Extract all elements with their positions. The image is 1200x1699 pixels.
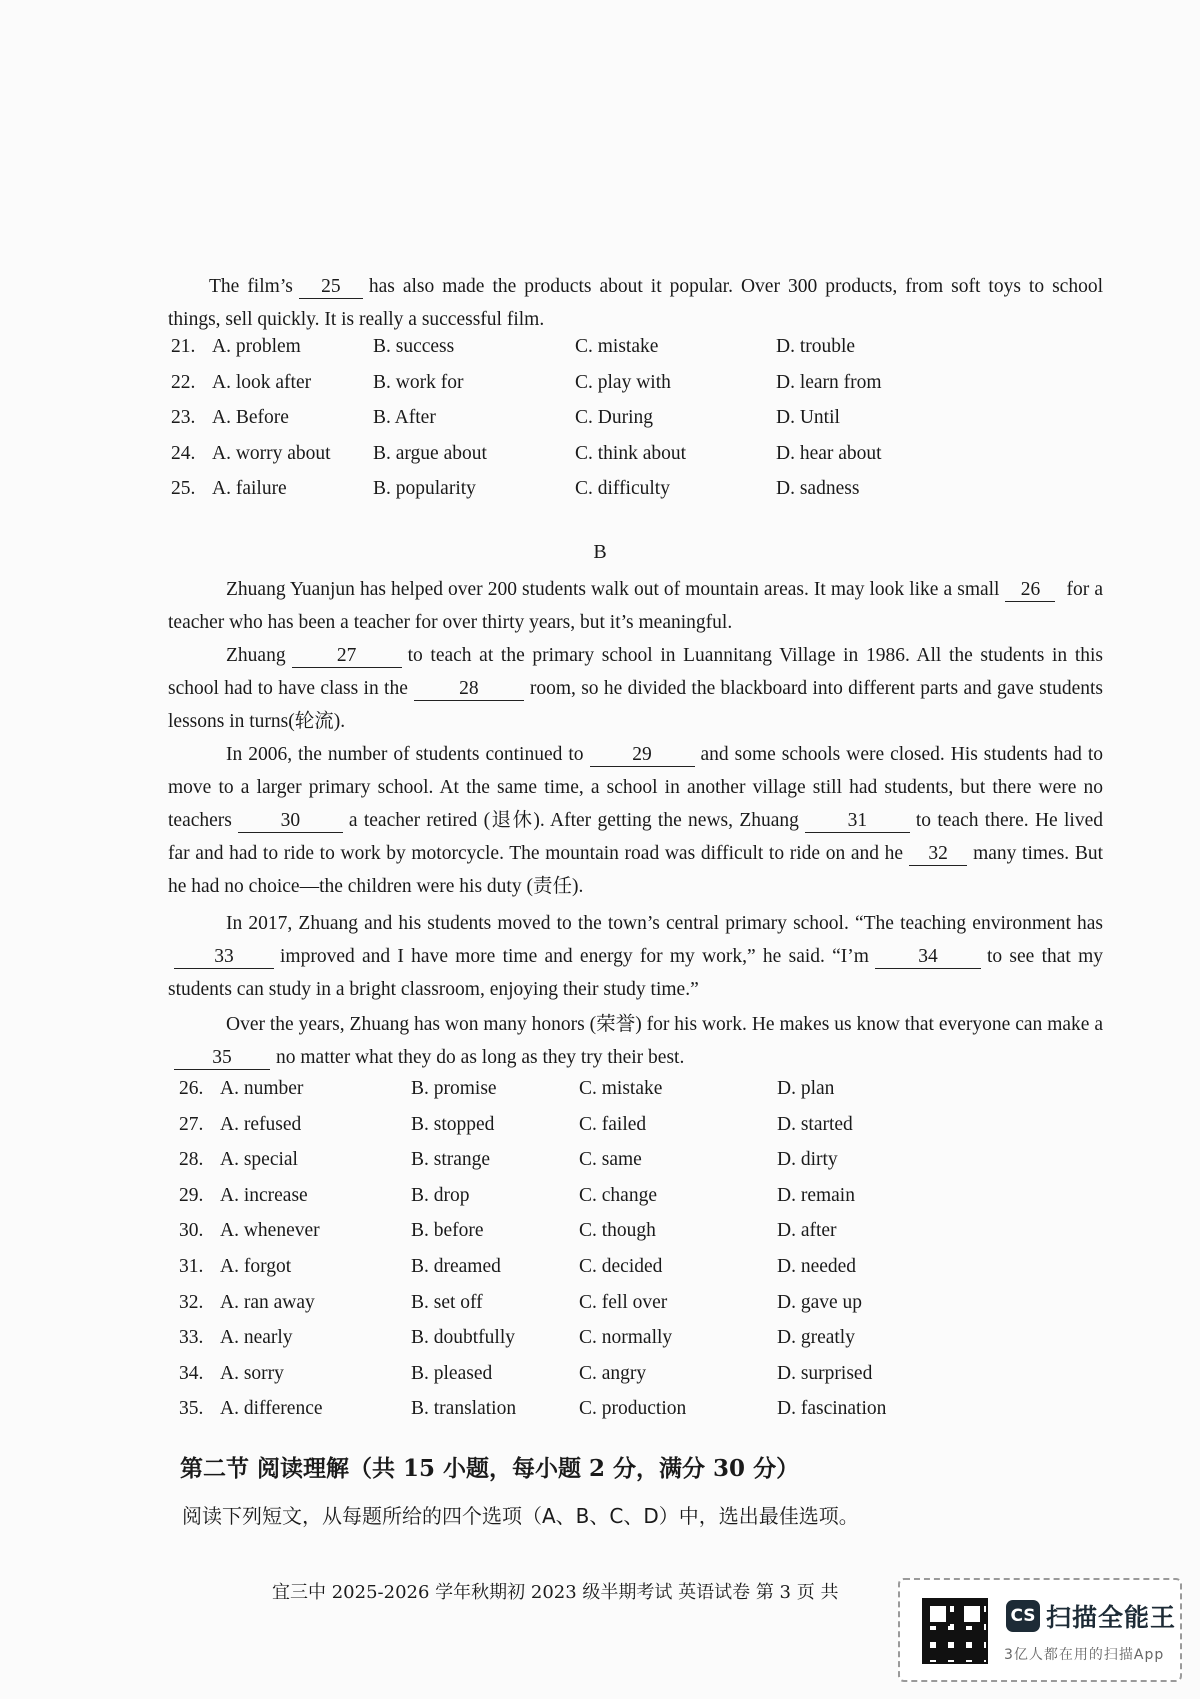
option-a: A. refused [220, 1113, 302, 1135]
blank-35: 35 [174, 1047, 270, 1070]
camscanner-logo-icon: CS [1006, 1600, 1040, 1632]
option-a: A. increase [220, 1184, 308, 1206]
option-row [168, 336, 1068, 372]
passage-text: to see that my students can study in a bright classroom, enjoying their study time.” [168, 946, 1103, 1000]
option-row [168, 1363, 1068, 1399]
option-d: D. needed [777, 1255, 857, 1277]
option-b: B. work for [373, 371, 464, 393]
option-c: C. change [579, 1184, 657, 1206]
passage-b-paragraph-4 [168, 907, 1103, 1006]
passage-a-ending [168, 270, 1103, 336]
option-b: B. drop [411, 1184, 470, 1206]
blank-28: 28 [414, 678, 524, 701]
passage-text: has also made the products about it popular. Over 300 products, from soft toys to school things, sell quickly. It is really a successful film. [168, 276, 1103, 330]
option-b: B. doubtfully [411, 1327, 516, 1349]
option-a: A. look after [212, 371, 312, 393]
passage-text: In 2006, the number of students continued to [226, 744, 584, 765]
question-number: 35. [179, 1398, 204, 1420]
question-number: 25. [171, 478, 196, 500]
option-c: C. decided [579, 1255, 663, 1277]
option-row [168, 1114, 1068, 1150]
question-number: 24. [171, 442, 196, 464]
passage-text: for a teacher who has been a teacher for over thirty years, but it’s meaningful. [168, 579, 1103, 633]
option-c: C. though [579, 1220, 656, 1242]
passage-text: many times. But he had no choice—the children were his duty (责任). [168, 843, 1103, 897]
question-number: 23. [171, 407, 196, 429]
option-a: A. special [220, 1149, 298, 1171]
option-b: B. strange [411, 1149, 491, 1171]
passage-b-paragraph-5 [168, 1008, 1103, 1074]
option-d: D. hear about [776, 442, 882, 464]
options-26-35 [168, 1078, 1068, 1434]
option-c: C. mistake [575, 336, 659, 357]
option-c: C. think about [575, 442, 687, 464]
option-d: D. plan [777, 1078, 835, 1099]
question-number: 26. [179, 1078, 204, 1099]
option-c: C. play with [575, 371, 671, 393]
passage-text: to teach there. He lived far and had to ride to work by motorcycle. The mountain road was difficult to ride on and he [168, 810, 1103, 864]
blank-29: 29 [590, 744, 695, 767]
option-row [168, 443, 1068, 479]
passage-b-paragraph-2 [168, 639, 1103, 738]
option-row [168, 1292, 1068, 1328]
blank-27: 27 [292, 645, 402, 668]
option-d: D. Until [776, 407, 840, 429]
blank-30: 30 [238, 810, 343, 833]
question-number: 30. [179, 1220, 204, 1242]
qr-code-icon [922, 1598, 988, 1664]
passage-text: no matter what they do as long as they try their best. [276, 1047, 685, 1068]
option-b: B. dreamed [411, 1255, 501, 1277]
option-row [168, 407, 1068, 443]
option-b: B. pleased [411, 1362, 493, 1384]
section-2-instruction: 阅读下列短文，从每题所给的四个选项（A、B、C、D）中，选出最佳选项。 [182, 1504, 859, 1528]
passage-text: to teach at the primary school in Luannitang Village in 1986. All the students in this school had to have class in the [168, 645, 1103, 699]
option-d: D. remain [777, 1184, 855, 1206]
option-a: A. whenever [220, 1220, 320, 1242]
option-row [168, 1398, 1068, 1434]
option-c: C. same [579, 1149, 642, 1171]
question-number: 29. [179, 1184, 204, 1206]
option-c: C. failed [579, 1113, 647, 1135]
option-b: B. promise [411, 1078, 497, 1099]
passage-text: and some schools were closed. His students had to move to a larger primary school. At the same time, a school in another village still had students, but there were no teachers [168, 744, 1103, 831]
passage-text: Zhuang [226, 645, 286, 666]
passage-text: The film’s [209, 276, 293, 297]
option-row [168, 1220, 1068, 1256]
option-row [168, 478, 1068, 514]
option-c: C. angry [579, 1362, 647, 1384]
section-2-heading: 第二节 阅读理解（共 15 小题，每小题 2 分，满分 30 分） [180, 1455, 800, 1482]
option-a: A. worry about [212, 442, 331, 464]
blank-31: 31 [805, 810, 910, 833]
scanner-watermark-badge [898, 1578, 1182, 1682]
section-b-label: B [593, 541, 607, 563]
option-b: B. argue about [373, 442, 487, 464]
option-d: D. fascination [777, 1398, 887, 1420]
question-number: 34. [179, 1362, 204, 1384]
option-row [168, 1185, 1068, 1221]
scanner-app-slogan: 3亿人都在用的扫描App [1004, 1647, 1165, 1663]
option-c: C. fell over [579, 1291, 668, 1313]
passage-text: a teacher retired (退休). After getting the news, Zhuang [348, 810, 799, 831]
blank-26: 26 [1005, 579, 1055, 602]
option-b: B. After [373, 407, 436, 429]
passage-b-paragraph-1 [168, 573, 1103, 639]
option-d: D. after [777, 1220, 837, 1242]
option-d: D. greatly [777, 1327, 855, 1349]
option-d: D. started [777, 1113, 853, 1135]
passage-text: room, so he divided the blackboard into different parts and gave students lessons in turns(轮流). [168, 678, 1103, 732]
passage-text: Zhuang Yuanjun has helped over 200 students walk out of mountain areas. It may look like a small [226, 579, 1000, 600]
option-a: A. nearly [220, 1327, 293, 1349]
option-c: C. During [575, 407, 653, 429]
option-b: B. popularity [373, 478, 476, 500]
option-d: D. surprised [777, 1362, 873, 1384]
options-21-25 [168, 336, 1068, 514]
question-number: 31. [179, 1255, 204, 1277]
passage-text: Over the years, Zhuang has won many honors (荣誉) for his work. He makes us know that everyone can make a [226, 1014, 1103, 1035]
option-a: A. ran away [220, 1291, 315, 1313]
option-row [168, 1256, 1068, 1292]
question-number: 32. [179, 1291, 204, 1313]
passage-text: improved and I have more time and energy for my work,” he said. “I’m [280, 946, 869, 967]
option-a: A. problem [212, 336, 301, 357]
option-a: A. sorry [220, 1362, 284, 1384]
blank-25: 25 [299, 276, 363, 299]
question-number: 28. [179, 1149, 204, 1171]
blank-34: 34 [875, 946, 981, 969]
option-a: A. Before [212, 407, 289, 429]
option-a: A. number [220, 1078, 304, 1099]
option-d: D. learn from [776, 371, 882, 393]
option-c: C. difficulty [575, 478, 670, 500]
option-d: D. gave up [777, 1291, 863, 1313]
blank-33: 33 [174, 946, 274, 969]
option-d: D. trouble [776, 336, 856, 357]
option-row [168, 372, 1068, 408]
option-d: D. dirty [777, 1149, 838, 1171]
question-number: 21. [171, 336, 196, 357]
option-b: B. stopped [411, 1113, 495, 1135]
option-b: B. set off [411, 1291, 483, 1313]
option-c: C. production [579, 1398, 687, 1420]
option-row [168, 1149, 1068, 1185]
option-b: B. success [373, 336, 455, 357]
option-b: B. translation [411, 1398, 517, 1420]
option-a: A. difference [220, 1398, 323, 1420]
option-a: A. failure [212, 478, 287, 500]
blank-32: 32 [909, 843, 967, 866]
passage-text: In 2017, Zhuang and his students moved to the town’s central primary school. “The teaching environment has [226, 913, 1103, 934]
option-row [168, 1327, 1068, 1363]
option-c: C. normally [579, 1327, 673, 1349]
option-a: A. forgot [220, 1255, 292, 1277]
option-b: B. before [411, 1220, 484, 1242]
question-number: 22. [171, 371, 196, 393]
question-number: 27. [179, 1113, 204, 1135]
option-c: C. mistake [579, 1078, 663, 1099]
question-number: 33. [179, 1327, 204, 1349]
page-footer: 宜三中 2025-2026 学年秋期初 2023 级半期考试 英语试卷 第 3 页 共 [272, 1582, 839, 1603]
passage-b-paragraph-3 [168, 738, 1103, 903]
option-row [168, 1078, 1068, 1114]
scanner-app-name: 扫描全能王 [1046, 1603, 1177, 1632]
option-d: D. sadness [776, 478, 860, 500]
